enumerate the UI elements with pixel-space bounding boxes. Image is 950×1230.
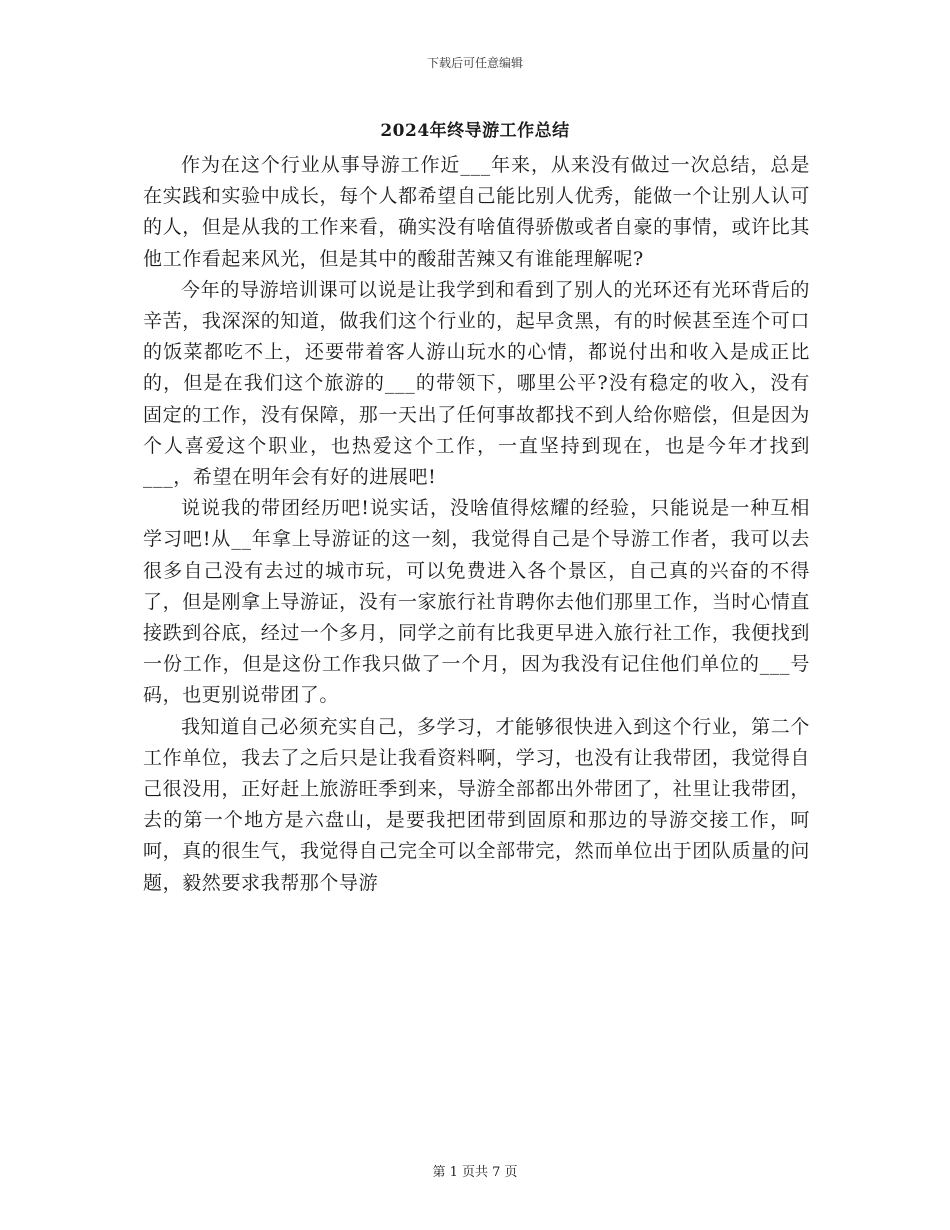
page-number: 第 1 页共 7 页 <box>432 1165 518 1180</box>
paragraph-1: 作为在这个行业从事导游工作近___年来，从来没有做过一次总结，总是在实践和实验中成长，每个人都希望自己能比别人优秀，能做一个让别人认可的人，但是从我的工作来看，确实没有啥值得骄傲或者自豪的事情，或许比其他工作看起来风光，但是其中的酸甜苦辣又有谁能理解呢? <box>143 154 810 270</box>
paragraph-4: 我知道自己必须充实自己，多学习，才能够很快进入到这个行业，第二个工作单位，我去了之后只是让我看资料啊，学习，也没有让我带团，我觉得自己很没用，正好赶上旅游旺季到来，导游全部都出外带团了，社里让我带团，去的第一个地方是六盘山，是要我把团带到固原和那边的导游交接工作，呵呵，真的很生气，我觉得自己完全可以全部带完，然而单位出于团队质量的问题，毅然要求我帮那个导游 <box>143 715 810 894</box>
document-title: 2024年终导游工作总结 <box>380 121 570 141</box>
paragraph-3: 说说我的带团经历吧!说实话，没啥值得炫耀的经验，只能说是一种互相学习吧!从__年拿上导游证的这一刻，我觉得自己是个导游工作者，我可以去很多自己没有去过的城市玩，可以免费进入各个景区，自己真的兴奋的不得了，但是刚拿上导游证，没有一家旅行社肯聘你去他们那里工作，当时心情直接跌到谷底，经过一个多月，同学之前有比我更早进入旅行社工作，我便找到一份工作，但是这份工作我只做了一个月，因为我没有记住他们单位的___号码，也更别说带团了。 <box>143 497 810 707</box>
document-body <box>143 150 810 899</box>
paragraph-2: 今年的导游培训课可以说是让我学到和看到了别人的光环还有光环背后的辛苦，我深深的知道，做我们这个行业的，起早贪黑，有的时候甚至连个可口的饭菜都吃不上，还要带着客人游山玩水的心情，都说付出和收入是成正比的，但是在我们这个旅游的___的带领下，哪里公平?没有稳定的收入，没有固定的工作，没有保障，那一天出了任何事故都找不到人给你赔偿，但是因为个人喜爱这个职业，也热爱这个工作，一直坚持到现在，也是今年才找到___，希望在明年会有好的进展吧! <box>143 278 810 489</box>
page-header: 下载后可任意编辑 <box>426 56 523 70</box>
